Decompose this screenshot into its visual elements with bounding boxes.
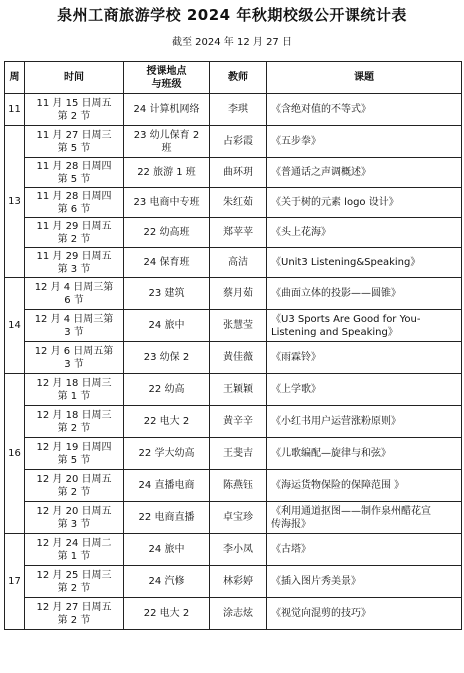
topic-cell: 《U3 Sports Are Good for You- Listening and Speaking》	[267, 310, 462, 342]
time-cell: 12 月 25 日周三 第 2 节	[25, 566, 124, 598]
place-cell: 22 电商直播	[124, 502, 210, 534]
place-cell: 22 电大 2	[124, 598, 210, 630]
week-cell: 17	[5, 534, 25, 630]
teacher-cell: 郑苹苹	[210, 218, 267, 248]
time-cell: 12 月 4 日周三第 3 节	[25, 310, 124, 342]
teacher-cell: 李小凤	[210, 534, 267, 566]
place-cell: 24 旅中	[124, 310, 210, 342]
week-cell: 14	[5, 278, 25, 374]
time-cell: 11 月 29 日周五 第 3 节	[25, 248, 124, 278]
topic-cell: 《普通话之声调概述》	[267, 158, 462, 188]
place-cell: 24 计算机网络	[124, 94, 210, 126]
place-cell: 23 幼儿保育 2 班	[124, 126, 210, 158]
table-header-row	[5, 62, 462, 94]
topic-cell: 《曲面立体的投影——圆锥》	[267, 278, 462, 310]
time-cell: 12 月 18 日周三 第 2 节	[25, 406, 124, 438]
header-time: 时间	[25, 62, 124, 94]
time-cell: 12 月 20 日周五 第 3 节	[25, 502, 124, 534]
table-row	[5, 218, 462, 248]
place-cell: 24 直播电商	[124, 470, 210, 502]
table-row	[5, 406, 462, 438]
place-cell: 22 旅游 1 班	[124, 158, 210, 188]
table-row	[5, 534, 462, 566]
topic-cell: 《古塔》	[267, 534, 462, 566]
table-row	[5, 470, 462, 502]
time-cell: 12 月 27 日周五 第 2 节	[25, 598, 124, 630]
table-row	[5, 94, 462, 126]
topic-cell: 《五步拳》	[267, 126, 462, 158]
topic-cell: 《插入图片秀美景》	[267, 566, 462, 598]
table-row	[5, 278, 462, 310]
topic-cell: 《视觉向混剪的技巧》	[267, 598, 462, 630]
time-cell: 11 月 29 日周五 第 2 节	[25, 218, 124, 248]
time-cell: 11 月 15 日周五 第 2 节	[25, 94, 124, 126]
teacher-cell: 蔡月茹	[210, 278, 267, 310]
teacher-cell: 林彩婷	[210, 566, 267, 598]
table-body	[5, 94, 462, 630]
place-cell: 24 汽修	[124, 566, 210, 598]
table-row	[5, 310, 462, 342]
teacher-cell: 张慧莹	[210, 310, 267, 342]
teacher-cell: 曲环玥	[210, 158, 267, 188]
teacher-cell: 黄辛辛	[210, 406, 267, 438]
table-row	[5, 248, 462, 278]
time-cell: 12 月 24 日周二 第 1 节	[25, 534, 124, 566]
place-cell: 24 旅中	[124, 534, 210, 566]
table-row	[5, 598, 462, 630]
topic-cell: 《小红书用户运营涨粉原则》	[267, 406, 462, 438]
teacher-cell: 朱红茹	[210, 188, 267, 218]
header-week: 周	[5, 62, 25, 94]
place-cell: 22 学大幼高	[124, 438, 210, 470]
teacher-cell: 涂志炫	[210, 598, 267, 630]
table-row	[5, 502, 462, 534]
place-cell: 23 幼保 2	[124, 342, 210, 374]
table-row	[5, 438, 462, 470]
topic-cell: 《头上花海》	[267, 218, 462, 248]
table-row	[5, 158, 462, 188]
topic-cell: 《含绝对值的不等式》	[267, 94, 462, 126]
table-row	[5, 342, 462, 374]
header-teacher: 教师	[210, 62, 267, 94]
teacher-cell: 王颖颖	[210, 374, 267, 406]
teacher-cell: 卓宝珍	[210, 502, 267, 534]
topic-cell: 《Unit3 Listening&Speaking》	[267, 248, 462, 278]
time-cell: 12 月 18 日周三 第 1 节	[25, 374, 124, 406]
place-cell: 23 建筑	[124, 278, 210, 310]
topic-cell: 《儿歌编配—旋律与和弦》	[267, 438, 462, 470]
teacher-cell: 占彩霞	[210, 126, 267, 158]
teacher-cell: 王斐吉	[210, 438, 267, 470]
week-cell: 13	[5, 126, 25, 278]
teacher-cell: 高洁	[210, 248, 267, 278]
schedule-table	[4, 61, 462, 630]
time-cell: 11 月 28 日周四 第 5 节	[25, 158, 124, 188]
topic-cell: 《关于树的元素 logo 设计》	[267, 188, 462, 218]
week-cell: 11	[5, 94, 25, 126]
topic-cell: 《雨霖铃》	[267, 342, 462, 374]
place-cell: 23 电商中专班	[124, 188, 210, 218]
time-cell: 12 月 4 日周三第 6 节	[25, 278, 124, 310]
time-cell: 12 月 19 日周四 第 5 节	[25, 438, 124, 470]
table-row	[5, 126, 462, 158]
topic-cell: 《上学歌》	[267, 374, 462, 406]
time-cell: 12 月 6 日周五第 3 节	[25, 342, 124, 374]
header-topic: 课题	[267, 62, 462, 94]
week-cell: 16	[5, 374, 25, 534]
table-row	[5, 188, 462, 218]
topic-cell: 《利用通道抠图——制作泉州醋花宣 传海报》	[267, 502, 462, 534]
time-cell: 12 月 20 日周五 第 2 节	[25, 470, 124, 502]
place-cell: 24 保育班	[124, 248, 210, 278]
time-cell: 11 月 27 日周三 第 5 节	[25, 126, 124, 158]
header-place: 授课地点 与班级	[124, 62, 210, 94]
place-cell: 22 电大 2	[124, 406, 210, 438]
table-row	[5, 374, 462, 406]
teacher-cell: 李琪	[210, 94, 267, 126]
time-cell: 11 月 28 日周四 第 6 节	[25, 188, 124, 218]
topic-cell: 《海运货物保险的保障范围 》	[267, 470, 462, 502]
date-subtitle: 截至 2024 年 12 月 27 日	[172, 37, 292, 48]
page-title: 泉州工商旅游学校 2024 年秋期校级公开课统计表	[57, 6, 407, 24]
table-row	[5, 566, 462, 598]
place-cell: 22 幼高班	[124, 218, 210, 248]
place-cell: 22 幼高	[124, 374, 210, 406]
teacher-cell: 陈燕钰	[210, 470, 267, 502]
teacher-cell: 黄佳薇	[210, 342, 267, 374]
